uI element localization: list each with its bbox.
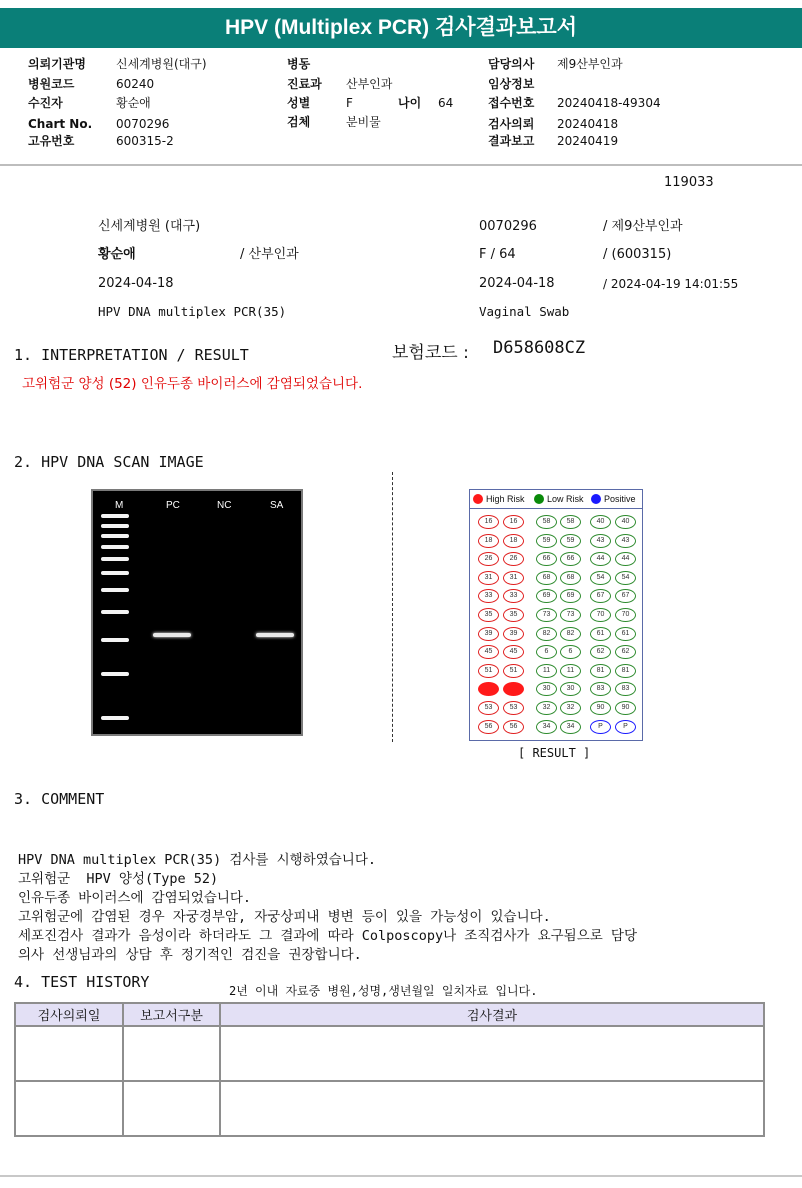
ladder-band	[101, 534, 129, 538]
genotype-cell: 69	[536, 589, 557, 603]
genotype-cell: 6	[536, 645, 557, 659]
genotype-cell: 90	[590, 701, 611, 715]
hpv-genotype-panel	[469, 489, 643, 741]
table-cell	[220, 1026, 764, 1081]
genotype-cell: 39	[503, 627, 524, 641]
header-label: 검체	[287, 115, 311, 129]
genotype-cell: 62	[590, 645, 611, 659]
genotype-cell: 35	[478, 608, 499, 622]
genotype-cell: 31	[478, 571, 499, 585]
table-cell	[15, 1081, 123, 1136]
history-header-row	[15, 1003, 764, 1026]
genotype-cell: 70	[590, 608, 611, 622]
report-title: HPV (Multiplex PCR) 검사결과보고서	[0, 8, 802, 48]
section-scan-image-title: 2. HPV DNA SCAN IMAGE	[14, 453, 204, 471]
table-row	[15, 1081, 764, 1136]
genotype-cell: 16	[478, 515, 499, 529]
genotype-cell: 26	[478, 552, 499, 566]
genotype-cell: 53	[478, 701, 499, 715]
comment-line: 고위험군 HPV 양성(Type 52)	[18, 871, 219, 887]
col-request-date: 검사의뢰일	[15, 1003, 123, 1026]
patient-dept: / 산부인과	[240, 247, 299, 262]
genotype-cell: 44	[590, 552, 611, 566]
lane-label-pc: PC	[166, 500, 180, 511]
bottom-divider	[0, 1175, 802, 1177]
header-value: 산부인과	[346, 77, 393, 91]
ladder-band	[101, 672, 129, 676]
header-value: 신세계병원(대구)	[116, 57, 207, 71]
genotype-cell: 59	[536, 534, 557, 548]
patient-doctor: / 제9산부인과	[603, 219, 683, 234]
header-label: 의뢰기관명	[28, 57, 86, 71]
test-name: HPV DNA multiplex PCR(35)	[98, 304, 287, 319]
genotype-cell: 51	[503, 664, 524, 678]
header-value: 600315-2	[116, 134, 174, 148]
date-reported: / 2024-04-19 14:01:55	[603, 277, 739, 291]
header-value: 20240418	[557, 117, 619, 131]
insurance-code-label: 보험코드 :	[392, 343, 469, 363]
header-value: 0070296	[116, 117, 170, 131]
ladder-band	[101, 588, 129, 592]
header-label: 검사의뢰	[488, 117, 535, 131]
legend-high-risk: High Risk	[486, 494, 525, 504]
genotype-cell: P	[590, 720, 611, 734]
genotype-cell: 83	[590, 682, 611, 696]
lane-label-m: M	[115, 500, 124, 511]
genotype-cell: 68	[536, 571, 557, 585]
genotype-cell: 54	[615, 571, 636, 585]
patient-chart: 0070296	[479, 219, 537, 234]
section-history-title: 4. TEST HISTORY	[14, 973, 150, 991]
genotype-cell: 30	[560, 682, 581, 696]
sa-band	[256, 633, 294, 637]
genotype-cell: 66	[560, 552, 581, 566]
table-cell	[123, 1026, 220, 1081]
date-received: 2024-04-18	[479, 276, 555, 291]
genotype-cell: 43	[590, 534, 611, 548]
genotype-cell: 11	[560, 664, 581, 678]
genotype-cell: 40	[590, 515, 611, 529]
genotype-cell: 83	[615, 682, 636, 696]
header-value: 황순애	[116, 96, 151, 110]
report-number: 119033	[664, 175, 714, 190]
genotype-cell: 59	[560, 534, 581, 548]
genotype-cell: 82	[536, 627, 557, 641]
genotype-cell: 61	[615, 627, 636, 641]
divider-dashed	[392, 472, 393, 742]
result-caption: [ RESULT ]	[518, 746, 591, 760]
genotype-cell: 70	[615, 608, 636, 622]
header-value: 제9산부인과	[557, 57, 623, 71]
genotype-cell: 73	[536, 608, 557, 622]
header-label: 담당의사	[488, 57, 535, 71]
genotype-cell: 34	[536, 720, 557, 734]
genotype-cell: 68	[560, 571, 581, 585]
genotype-cell: 39	[478, 627, 499, 641]
genotype-cell: 44	[615, 552, 636, 566]
low-risk-dot-icon	[534, 494, 544, 504]
genotype-cell: 18	[478, 534, 499, 548]
genotype-cell: 62	[615, 645, 636, 659]
genotype-cell: 32	[536, 701, 557, 715]
header-value: 20240418-49304	[557, 96, 661, 110]
high-risk-dot-icon	[473, 494, 483, 504]
genotype-cell: 66	[536, 552, 557, 566]
genotype-cell: 31	[503, 571, 524, 585]
panel-legend	[470, 490, 642, 509]
interpretation-result: 고위험군 양성 (52) 인유두종 바이러스에 감염되었습니다.	[22, 376, 363, 392]
legend-low-risk: Low Risk	[547, 494, 584, 504]
pc-band	[153, 633, 191, 637]
genotype-cell: 81	[615, 664, 636, 678]
genotype-cell: 30	[536, 682, 557, 696]
genotype-cell: 40	[615, 515, 636, 529]
genotype-cell: 52	[503, 682, 524, 696]
genotype-cell: 67	[615, 589, 636, 603]
header-label: 진료과	[287, 77, 322, 91]
age-value: 64	[438, 96, 454, 110]
genotype-cell: 18	[503, 534, 524, 548]
genotype-cell: 11	[536, 664, 557, 678]
age-label: 나이	[398, 96, 422, 110]
header-value: 분비물	[346, 115, 381, 129]
ladder-band	[101, 571, 129, 575]
genotype-cell: 35	[503, 608, 524, 622]
genotype-cell: 54	[590, 571, 611, 585]
genotype-cell: P	[615, 720, 636, 734]
lane-label-nc: NC	[217, 500, 232, 511]
genotype-cell: 58	[560, 515, 581, 529]
genotype-cell: 58	[536, 515, 557, 529]
ladder-band	[101, 524, 129, 528]
col-result: 검사결과	[220, 1003, 764, 1026]
genotype-cell: 67	[590, 589, 611, 603]
genotype-cell: 82	[560, 627, 581, 641]
genotype-cell: 6	[560, 645, 581, 659]
genotype-cell: 26	[503, 552, 524, 566]
insurance-code: D658608CZ	[493, 338, 586, 358]
table-row	[15, 1026, 764, 1081]
specimen: Vaginal Swab	[479, 304, 570, 319]
comment-text	[18, 832, 637, 965]
positive-dot-icon	[591, 494, 601, 504]
table-cell	[15, 1026, 123, 1081]
legend-positive: Positive	[604, 494, 636, 504]
genotype-cell: 61	[590, 627, 611, 641]
patient-name: 황순애	[98, 247, 136, 262]
gel-electrophoresis-image	[91, 489, 303, 736]
table-cell	[220, 1081, 764, 1136]
header-label: Chart No.	[28, 117, 93, 131]
genotype-cell: 16	[503, 515, 524, 529]
history-table	[14, 1002, 765, 1137]
header-value: 20240419	[557, 134, 619, 148]
section-comment-title: 3. COMMENT	[14, 790, 105, 808]
lane-label-sa: SA	[270, 500, 284, 511]
header-value: F	[346, 96, 353, 110]
ladder-band	[101, 545, 129, 549]
patient-sex-age: F / 64	[479, 247, 516, 262]
genotype-cell: 73	[560, 608, 581, 622]
genotype-cell: 52	[478, 682, 499, 696]
genotype-cell: 90	[615, 701, 636, 715]
header-label: 고유번호	[28, 134, 75, 148]
comment-line: 고위험군에 감염된 경우 자궁경부암, 자궁상피내 병변 등이 있을 가능성이 있습니다.	[18, 909, 551, 925]
genotype-cell: 34	[560, 720, 581, 734]
genotype-cell: 51	[478, 664, 499, 678]
header-label: 결과보고	[488, 134, 535, 148]
genotype-cell: 33	[478, 589, 499, 603]
history-note: 2년 이내 자료중 병원,성명,생년월일 일치자료 입니다.	[229, 984, 538, 998]
patient-hospital: 신세계병원 (대구)	[98, 219, 201, 234]
header-value: 60240	[116, 77, 155, 91]
genotype-cell: 56	[478, 720, 499, 734]
comment-line: 인유두종 바이러스에 감염되었습니다.	[18, 890, 252, 906]
genotype-cell: 69	[560, 589, 581, 603]
ladder-band	[101, 610, 129, 614]
ladder-band	[101, 716, 129, 720]
divider	[0, 164, 802, 166]
header-label: 접수번호	[488, 96, 535, 110]
header-label: 병동	[287, 57, 311, 71]
genotype-cell: 53	[503, 701, 524, 715]
ladder-band	[101, 638, 129, 642]
ladder-band	[101, 557, 129, 561]
patient-reg: / (600315)	[603, 247, 672, 262]
genotype-cell: 32	[560, 701, 581, 715]
table-cell	[123, 1081, 220, 1136]
genotype-cell: 45	[503, 645, 524, 659]
header-label: 성별	[287, 96, 311, 110]
comment-line: HPV DNA multiplex PCR(35) 검사를 시행하였습니다.	[18, 852, 376, 868]
genotype-cell: 45	[478, 645, 499, 659]
col-report-type: 보고서구분	[123, 1003, 220, 1026]
comment-line: 의사 선생님과의 상담 후 정기적인 검진을 권장합니다.	[18, 947, 362, 963]
comment-line: 세포진검사 결과가 음성이라 하더라도 그 결과에 따라 Colposcopy나 조직검사가 요구됨으로 담당	[18, 928, 637, 944]
ladder-band	[101, 514, 129, 518]
section-interpretation-title: 1. INTERPRETATION / RESULT	[14, 346, 249, 364]
genotype-cell: 43	[615, 534, 636, 548]
date-requested: 2024-04-18	[98, 276, 174, 291]
header-label: 병원코드	[28, 77, 75, 91]
header-label: 임상정보	[488, 77, 535, 91]
genotype-cell: 81	[590, 664, 611, 678]
header-label: 수진자	[28, 96, 63, 110]
genotype-cell: 33	[503, 589, 524, 603]
genotype-cell: 56	[503, 720, 524, 734]
